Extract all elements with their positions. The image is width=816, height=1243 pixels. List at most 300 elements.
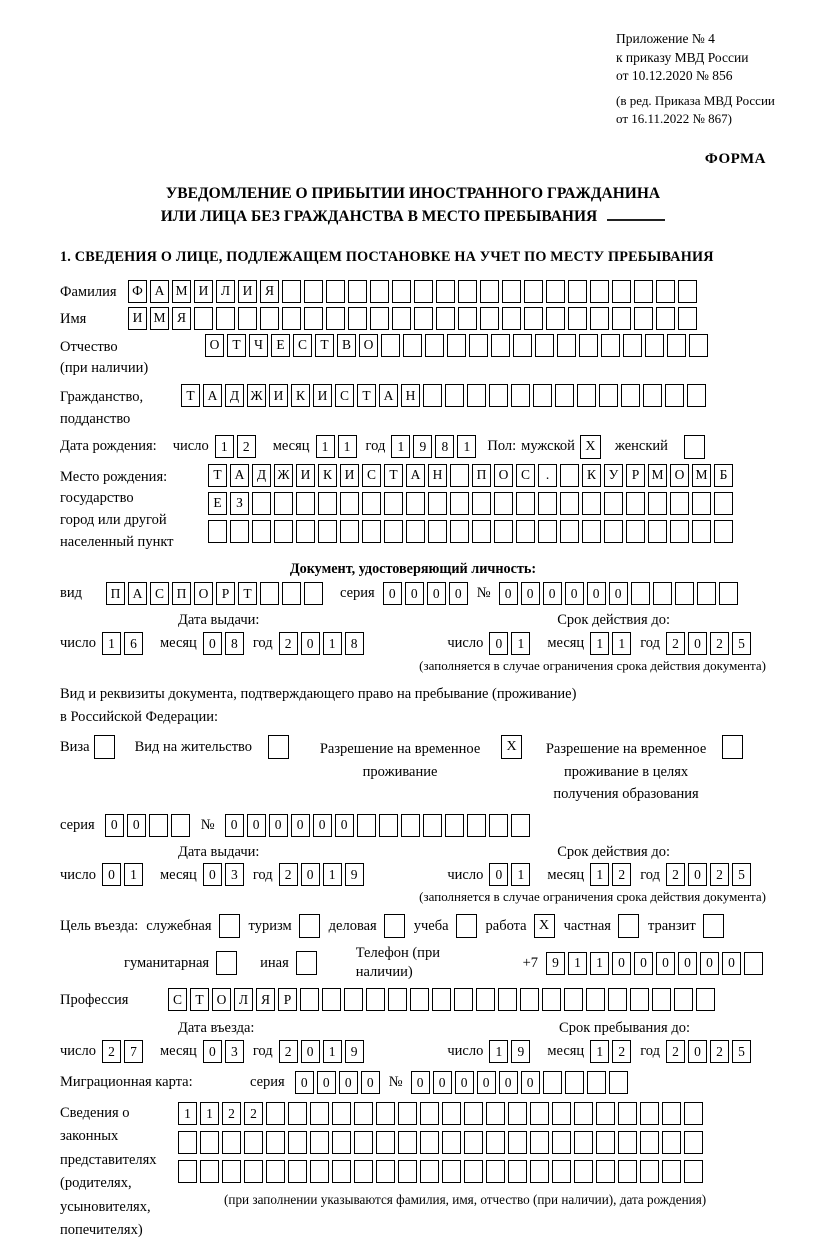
char-cell: Т [181, 384, 200, 407]
char-cell [692, 520, 711, 543]
birth-date-label: Дата рождения: [60, 438, 157, 455]
purpose-tourism: туризм [249, 914, 320, 938]
title-underline [607, 219, 665, 221]
residence-series-cells [105, 814, 193, 837]
residence-series-label: серия [60, 816, 95, 833]
char-cell [543, 1071, 562, 1094]
char-cell: 5 [732, 863, 751, 886]
char-cell [574, 1131, 593, 1154]
char-cell [282, 582, 301, 605]
name-label: Имя [60, 310, 87, 327]
char-cell [656, 280, 675, 303]
month-label: месяц [272, 438, 310, 455]
char-cell: Ж [247, 384, 266, 407]
form-label: ФОРМА [704, 150, 766, 167]
form-title-line2: ИЛИ ЛИЦА БЕЗ ГРАЖДАНСТВА В МЕСТО ПРЕБЫВАНИЯ [60, 206, 766, 228]
doc-series-cells [383, 582, 471, 605]
char-cell: П [472, 464, 491, 487]
char-cell [436, 307, 455, 330]
char-cell: 0 [688, 1040, 707, 1063]
char-cell: 0 [455, 1071, 474, 1094]
migration-series-label: серия [250, 1073, 285, 1090]
birth-month-cells [316, 435, 360, 458]
representatives-row1 [178, 1102, 706, 1125]
char-cell: С [362, 464, 381, 487]
char-cell: Т [190, 988, 209, 1011]
char-cell [555, 384, 574, 407]
char-cell: 2 [244, 1102, 263, 1125]
char-cell [304, 582, 323, 605]
char-cell: 1 [568, 952, 587, 975]
humanitarian-checkbox [216, 951, 237, 975]
char-cell [590, 280, 609, 303]
char-cell: 0 [361, 1071, 380, 1094]
char-cell [216, 307, 235, 330]
char-cell [684, 1102, 703, 1125]
char-cell: 1 [590, 632, 609, 655]
stay-day-cells [489, 1040, 533, 1063]
migration-card-row [60, 1071, 766, 1094]
char-cell [568, 280, 587, 303]
char-cell: 0 [405, 582, 424, 605]
char-cell [384, 520, 403, 543]
char-cell [379, 814, 398, 837]
form-title [60, 183, 766, 228]
char-cell [498, 988, 517, 1011]
char-cell [362, 520, 381, 543]
char-cell [564, 988, 583, 1011]
char-cell: С [168, 988, 187, 1011]
surname-cells [128, 280, 700, 303]
char-cell [634, 280, 653, 303]
char-cell [266, 1131, 285, 1154]
purpose-private: частная [564, 914, 639, 938]
option-visa: Виза [60, 735, 115, 759]
char-cell [401, 814, 420, 837]
char-cell [398, 1102, 417, 1125]
char-cell: 1 [124, 863, 143, 886]
char-cell [612, 280, 631, 303]
char-cell [480, 307, 499, 330]
char-cell: 1 [590, 952, 609, 975]
char-cell: 0 [335, 814, 354, 837]
char-cell [450, 492, 469, 515]
char-cell [472, 520, 491, 543]
char-cell [618, 1160, 637, 1183]
char-cell [388, 988, 407, 1011]
entry-month-cells [203, 1040, 247, 1063]
char-cell: 2 [666, 1040, 685, 1063]
char-cell [552, 1131, 571, 1154]
char-cell: 0 [688, 632, 707, 655]
char-cell: Е [271, 334, 290, 357]
char-cell: 2 [612, 1040, 631, 1063]
char-cell: 2 [237, 435, 256, 458]
char-cell [508, 1102, 527, 1125]
char-cell [178, 1131, 197, 1154]
char-cell: 8 [435, 435, 454, 458]
migration-number-cells [411, 1071, 631, 1094]
char-cell: 0 [295, 1071, 314, 1094]
char-cell: 0 [722, 952, 741, 975]
visit-purpose-row1 [60, 914, 766, 938]
char-cell [560, 492, 579, 515]
char-cell [450, 464, 469, 487]
char-cell: И [340, 464, 359, 487]
char-cell [230, 520, 249, 543]
phone-label: Телефон (при наличии) [355, 945, 440, 981]
char-cell: 0 [203, 863, 222, 886]
profession-label: Профессия [60, 992, 129, 1009]
char-cell: 2 [222, 1102, 241, 1125]
char-cell: 0 [449, 582, 468, 605]
char-cell [423, 384, 442, 407]
char-cell [662, 1102, 681, 1125]
char-cell [604, 520, 623, 543]
char-cell [420, 1102, 439, 1125]
char-cell [288, 1160, 307, 1183]
char-cell: 0 [565, 582, 584, 605]
char-cell [344, 988, 363, 1011]
char-cell [538, 492, 557, 515]
identity-doc-heading: Документ, удостоверяющий личность: [289, 560, 537, 577]
option-temp-residence-education: Разрешение на временное проживание в целях получения образования [540, 735, 743, 805]
char-cell [692, 492, 711, 515]
char-cell [464, 1160, 483, 1183]
char-cell [458, 280, 477, 303]
char-cell [310, 1131, 329, 1154]
char-cell [310, 1160, 329, 1183]
char-cell [557, 334, 576, 357]
visit-purpose-label: Цель въезда: [60, 917, 139, 934]
char-cell [744, 952, 763, 975]
residence-number-label: № [200, 816, 215, 833]
char-cell: М [648, 464, 667, 487]
representatives-row2 [178, 1131, 706, 1154]
char-cell [354, 1102, 373, 1125]
char-cell: 1 [102, 632, 121, 655]
char-cell [546, 307, 565, 330]
char-cell [476, 988, 495, 1011]
char-cell [524, 280, 543, 303]
char-cell [266, 1160, 285, 1183]
char-cell [376, 1131, 395, 1154]
char-cell [609, 1071, 628, 1094]
option-residence-permit: Вид на жительство [135, 735, 289, 759]
char-cell [687, 384, 706, 407]
char-cell: 9 [345, 863, 364, 886]
char-cell [516, 520, 535, 543]
transit-checkbox [703, 914, 724, 938]
char-cell [574, 1102, 593, 1125]
visa-checkbox [94, 735, 115, 759]
char-cell: 0 [489, 632, 508, 655]
char-cell: И [296, 464, 315, 487]
char-cell: 5 [732, 632, 751, 655]
char-cell [238, 307, 257, 330]
char-cell: 0 [587, 582, 606, 605]
doc-kind-cells [106, 582, 326, 605]
char-cell [719, 582, 738, 605]
char-cell [260, 307, 279, 330]
char-cell [420, 1160, 439, 1183]
identity-doc-dates: число 1 6 месяц 0 8 год 2 0 1 8 число 0 1 месяц 1 1 год 2 0 2 5 [60, 632, 766, 655]
char-cell: 1 [323, 863, 342, 886]
representatives-cells [178, 1102, 706, 1208]
surname-row [60, 280, 766, 303]
char-cell [376, 1160, 395, 1183]
char-cell: 0 [609, 582, 628, 605]
char-cell: И [238, 280, 257, 303]
char-cell [508, 1160, 527, 1183]
char-cell: С [516, 464, 535, 487]
edition-line: (в ред. Приказа МВД России [616, 92, 775, 108]
char-cell: 1 [511, 863, 530, 886]
char-cell [288, 1102, 307, 1125]
char-cell [640, 1102, 659, 1125]
annex-reference [616, 30, 816, 128]
sex-female-checkbox [684, 435, 705, 459]
char-cell [414, 307, 433, 330]
residence-valid-year-cells [666, 863, 754, 886]
char-cell: М [692, 464, 711, 487]
char-cell [392, 280, 411, 303]
char-cell [494, 492, 513, 515]
char-cell: 9 [413, 435, 432, 458]
char-cell: 0 [521, 582, 540, 605]
char-cell [577, 384, 596, 407]
char-cell [684, 1131, 703, 1154]
sex-label: Пол: [487, 438, 517, 455]
char-cell: 0 [203, 632, 222, 655]
char-cell: 0 [105, 814, 124, 837]
char-cell [508, 1131, 527, 1154]
char-cell: Я [172, 307, 191, 330]
char-cell [304, 280, 323, 303]
work-checkbox: X [534, 914, 555, 938]
birth-place-block [60, 464, 766, 554]
purpose-other: иная [260, 951, 317, 975]
char-cell: . [538, 464, 557, 487]
char-cell: А [379, 384, 398, 407]
char-cell [486, 1160, 505, 1183]
char-cell [282, 307, 301, 330]
char-cell [403, 334, 422, 357]
char-cell: 2 [279, 1040, 298, 1063]
identity-doc-note: (заполняется в случае ограничения срока действия документа) [419, 657, 766, 673]
char-cell: 2 [102, 1040, 121, 1063]
char-cell: 0 [247, 814, 266, 837]
char-cell: К [291, 384, 310, 407]
char-cell [222, 1131, 241, 1154]
char-cell [684, 1160, 703, 1183]
char-cell: Т [238, 582, 257, 605]
char-cell: 0 [499, 1071, 518, 1094]
patronymic-row [60, 334, 766, 381]
char-cell: Б [714, 464, 733, 487]
char-cell [560, 520, 579, 543]
char-cell [579, 334, 598, 357]
residence-doc-date-headers: Дата выдачи: Срок действия до: [178, 843, 670, 860]
char-cell [696, 988, 715, 1011]
residence-doc-note: (заполняется в случае ограничения срока действия документа) [419, 889, 766, 905]
char-cell: И [269, 384, 288, 407]
char-cell [590, 307, 609, 330]
char-cell: М [172, 280, 191, 303]
char-cell: Т [315, 334, 334, 357]
char-cell [381, 334, 400, 357]
char-cell [467, 814, 486, 837]
residence-doc-dates: число 0 1 месяц 0 3 год 2 0 1 9 число 0 1 месяц 1 2 год 2 0 2 5 [60, 863, 766, 886]
char-cell [326, 280, 345, 303]
valid-month-cells [590, 632, 634, 655]
business-checkbox [384, 914, 405, 938]
char-cell: 3 [225, 863, 244, 886]
char-cell: 0 [700, 952, 719, 975]
doc-series-label: серия [340, 585, 375, 602]
sex-male-checkbox: X [580, 435, 601, 459]
char-cell [432, 988, 451, 1011]
char-cell: 0 [543, 582, 562, 605]
doc-kind-label: вид [60, 585, 82, 602]
char-cell [296, 520, 315, 543]
char-cell [623, 334, 642, 357]
char-cell [502, 307, 521, 330]
char-cell: С [335, 384, 354, 407]
char-cell: Н [428, 464, 447, 487]
entry-date-headers [60, 1019, 766, 1038]
char-cell [586, 988, 605, 1011]
char-cell [178, 1160, 197, 1183]
char-cell [420, 1131, 439, 1154]
identity-doc-row [60, 582, 766, 605]
char-cell [304, 307, 323, 330]
char-cell: С [150, 582, 169, 605]
char-cell: 2 [612, 863, 631, 886]
annex-line: к приказу МВД России [616, 49, 749, 65]
char-cell: 1 [489, 1040, 508, 1063]
char-cell [599, 384, 618, 407]
char-cell: 0 [301, 863, 320, 886]
char-cell [376, 1102, 395, 1125]
char-cell: О [205, 334, 224, 357]
char-cell: 0 [127, 814, 146, 837]
char-cell [332, 1102, 351, 1125]
issue-date-label: Дата выдачи: [178, 612, 260, 629]
char-cell [274, 492, 293, 515]
valid-year-cells [666, 632, 754, 655]
char-cell [574, 1160, 593, 1183]
entry-year-cells [279, 1040, 367, 1063]
char-cell [714, 492, 733, 515]
char-cell [450, 520, 469, 543]
study-checkbox [456, 914, 477, 938]
char-cell: Ч [249, 334, 268, 357]
phone-prefix: +7 [522, 954, 538, 971]
char-cell [697, 582, 716, 605]
char-cell [410, 988, 429, 1011]
char-cell: Р [626, 464, 645, 487]
char-cell [318, 520, 337, 543]
char-cell [398, 1131, 417, 1154]
char-cell [626, 492, 645, 515]
migration-card-label: Миграционная карта: [60, 1073, 193, 1090]
char-cell [546, 280, 565, 303]
char-cell [370, 307, 389, 330]
char-cell: 3 [225, 1040, 244, 1063]
char-cell [274, 520, 293, 543]
char-cell: И [128, 307, 147, 330]
char-cell [640, 1160, 659, 1183]
char-cell [596, 1131, 615, 1154]
char-cell: 1 [316, 435, 335, 458]
char-cell [645, 334, 664, 357]
char-cell [621, 384, 640, 407]
char-cell [222, 1160, 241, 1183]
char-cell: З [230, 492, 249, 515]
char-cell: Я [256, 988, 275, 1011]
char-cell [596, 1160, 615, 1183]
char-cell: 0 [411, 1071, 430, 1094]
char-cell [366, 988, 385, 1011]
residence-valid-day-cells [489, 863, 533, 886]
char-cell [467, 384, 486, 407]
birth-place-row2 [208, 492, 736, 515]
birth-date-row [60, 435, 766, 459]
char-cell: Р [278, 988, 297, 1011]
char-cell [423, 814, 442, 837]
char-cell [587, 1071, 606, 1094]
char-cell: 0 [317, 1071, 336, 1094]
char-cell [428, 520, 447, 543]
char-cell: 1 [457, 435, 476, 458]
char-cell [530, 1131, 549, 1154]
char-cell [714, 520, 733, 543]
char-cell: 0 [313, 814, 332, 837]
char-cell [568, 307, 587, 330]
char-cell [662, 1160, 681, 1183]
stay-until-label: Срок пребывания до: [559, 1020, 690, 1037]
char-cell: Т [384, 464, 403, 487]
char-cell [634, 307, 653, 330]
char-cell: 2 [279, 863, 298, 886]
purpose-official: служебная [146, 914, 239, 938]
entry-day-cells [102, 1040, 146, 1063]
char-cell: А [150, 280, 169, 303]
char-cell: 0 [433, 1071, 452, 1094]
char-cell [670, 492, 689, 515]
char-cell: О [212, 988, 231, 1011]
visit-purpose-row2 [60, 944, 766, 982]
char-cell: 6 [124, 632, 143, 655]
char-cell: 0 [301, 632, 320, 655]
char-cell [538, 520, 557, 543]
char-cell [194, 307, 213, 330]
issue-day-cells [102, 632, 146, 655]
patronymic-label: Отчество (при наличии) [60, 338, 149, 377]
char-cell [296, 492, 315, 515]
char-cell [631, 582, 650, 605]
stay-until-group: число 1 9 месяц 1 2 год 2 0 2 5 [447, 1040, 754, 1063]
identity-doc-date-headers [60, 611, 766, 630]
char-cell: 2 [710, 632, 729, 655]
citizenship-cells [181, 384, 709, 407]
profession-row [60, 988, 766, 1011]
char-cell: 0 [301, 1040, 320, 1063]
char-cell [354, 1131, 373, 1154]
char-cell [678, 307, 697, 330]
char-cell: О [194, 582, 213, 605]
